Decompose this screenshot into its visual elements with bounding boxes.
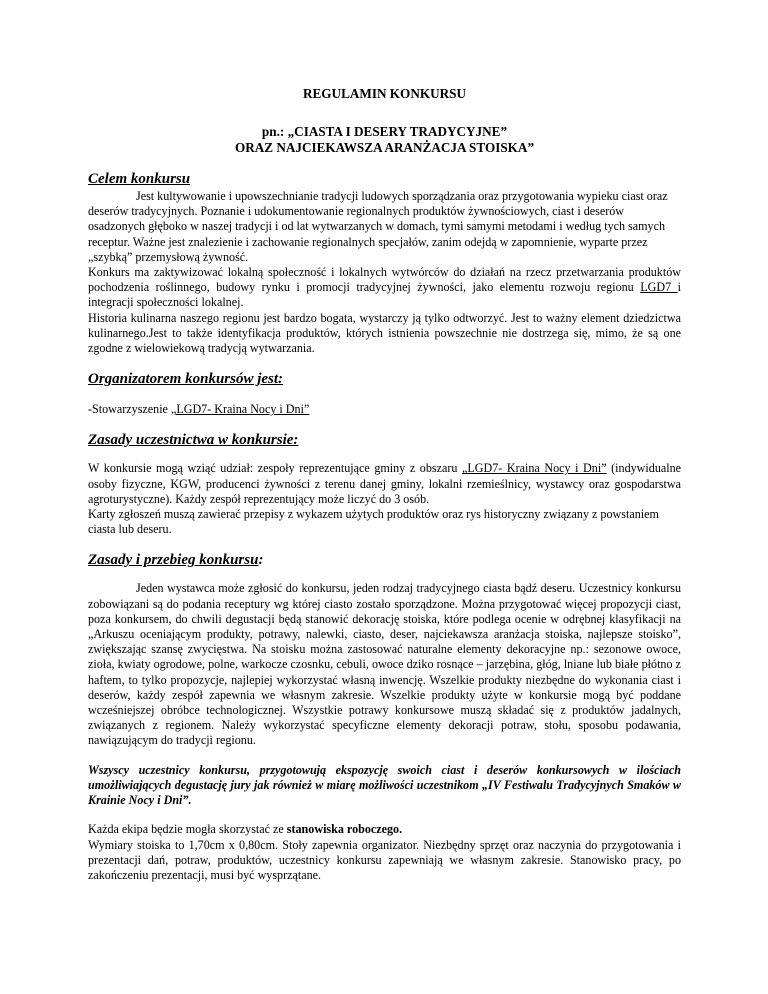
document-title: REGULAMIN KONKURSU	[302, 86, 467, 101]
rules-paragraph-3	[88, 822, 681, 837]
rules-paragraph-3-text: Każda ekipa będzie mogła skorzystać ze	[88, 822, 287, 837]
contest-name-line2: ORAZ NAJCIEKAWSZA ARANŻACJA STOISKA”	[234, 140, 535, 155]
goal-paragraph-3: Historia kulinarna naszego regionu jest bardzo bogata, wystarczy ją tylko odtworzyć. Jest to ważny element dziedzictwa kulinarnego.Jest to także identyfikacja produktów, których istnienia powszechnie nie dostrzega się, mimo, że są one zgodne z wielowiekową tradycją wytwarzania.	[88, 310, 681, 356]
rules-paragraph-2: Wszyscy uczestnicy konkursu, przygotowują ekspozycję swoich ciast i deserów konkursowych w ilościach umożliwiających degustację jury jak również w miarę możliwości uczestnikom „IV Festiwalu Tradycyjnych Smaków w Krainie Nocy i Dni”.	[88, 762, 681, 808]
participation-text-b: (indywidualne osoby fizyczne, KGW, producenci żywności z terenu danej gminy, lokalni rzemieślnicy, wystawcy oraz gospodarstwa agroturystyczne). Każdy zespół reprezentujący może liczyć do 3 osób.	[88, 461, 682, 506]
rules-paragraph-1: Jeden wystawca może zgłosić do konkursu, jeden rodzaj tradycyjnego ciasta bądź deseru. Uczestnicy konkursu zobowiązani są do podania receptury wg której ciasto zostało sporządzone. Można przygotować więcej propozycji ciast, poza konkursem, do chwili degustacji będą stanowić dekorację stoiska, które podlega ocenie w odrębnej klasyfikacji na „Arkuszu oceniającym produkty, potrawy, nalewki, ciasto, deser, najciekawsza aranżacja stoiska, najlepsze stoisko”, zwiększając szansę zwycięstwa. Na stoisku można zastosować naturalne elementy dekoracyjne np.: sezonowe owoce, zioła, kwiaty ogrodowe, polne, warkocze czosnku, cebuli, owoce dziko rosnące – jarzębina, głóg, lniane lub białe płótno z haftem, to tylko propozycje, najlepiej wykorzystać własną inwencję. Wszelkie produkty niezbędne do wykonania ciast i deserów, każdy zespół zapewnia we własnym zakresie. Wszelkie produkty użyte w konkursie mogą być poddane wcześniejszej obróbce technologicznej. Wszystkie potrawy konkursowe muszą składać się z produktów jadalnych, związanych z regionem. Należy wykorzystać specyficzne elementy dekoracji potraw, stołu, sposobu podawania, nawiązującym do tradycji regionu.	[88, 581, 681, 748]
organizer-paragraph	[88, 402, 681, 417]
section-heading-participation: Zasady uczestnictwa w konkursie:	[88, 432, 299, 449]
participation-link[interactable]: „LGD7- Kraina Nocy i Dni”	[461, 461, 607, 476]
participation-paragraph-2: Karty zgłoszeń muszą zawierać przepisy z wykazem użytych produktów oraz rys historyczny związany z powstaniem ciasta lub deseru.	[88, 507, 659, 537]
goal-paragraph-2-text-b: i integracji społeczności lokalnej.	[88, 280, 681, 310]
section-heading-goal: Celem konkursu	[88, 171, 191, 187]
contest-name-line1: pn.: „CIASTA I DESERY TRADYCYJNE”	[261, 124, 508, 139]
section-heading-organizer: Organizatorem konkursów jest:	[88, 371, 284, 388]
rules-heading-colon: :	[258, 552, 264, 569]
lgd7-link[interactable]: LGD7	[640, 280, 678, 295]
rules-heading-text: Zasady i przebieg konkursu	[88, 552, 259, 569]
participation-paragraph-1	[88, 461, 681, 507]
goal-paragraph-2	[88, 265, 681, 311]
goal-paragraph-2-text-a: Konkurs ma zaktywizować lokalną społeczność i lokalnych wytwórców do działań na rzecz przetwarzania produktów pochodzenia roślinnego, budowy rynku i promocji tradycyjnej żywności, jako elementu rozwoju regionu	[88, 265, 681, 295]
organizer-text: -Stowarzyszenie	[88, 402, 171, 417]
work-station-label: stanowiska roboczego.	[286, 822, 403, 837]
section-heading-rules	[88, 551, 681, 569]
document-page	[88, 86, 681, 883]
participation-text-a: W konkursie mogą wziąć udział: zespoły reprezentujące gminy z obszaru	[88, 461, 462, 476]
goal-paragraph-1: Jest kultywowanie i upowszechnianie tradycji ludowych sporządzania oraz przygotowania wypieku ciast oraz deserów tradycyjnych. Poznanie i udokumentowanie regionalnych produktów żywnościowych, ciast i deserów osadzonych głęboko w naszej tradycji i od lat wytwarzanych w domach, tymi samymi metodami i według tych samych receptur. Ważne jest znalezienie i zachowanie regionalnych specjałów, zanim odejdą w zapomnienie, wyparte przez „szybką” przemysłową żywność.	[88, 189, 668, 264]
rules-paragraph-4: Wymiary stoiska to 1,70cm x 0,80cm. Stoły zapewnia organizator. Niezbędny sprzęt oraz naczynia do przygotowania i prezentacji dań, potraw, produktów, uczestnicy konkursu zapewniają we własnym zakresie. Stanowisko pracy, po zakończeniu prezentacji, musi być wysprzątane.	[88, 837, 681, 882]
organizer-link[interactable]: „LGD7- Kraina Nocy i Dni”	[170, 402, 310, 417]
